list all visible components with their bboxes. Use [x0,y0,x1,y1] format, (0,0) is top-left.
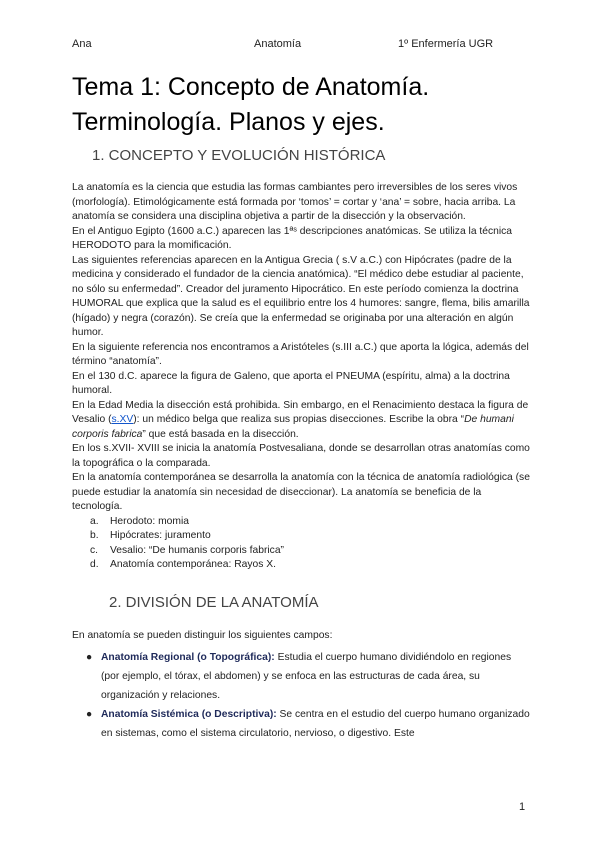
list-item-text: Hipócrates: juramento [110,530,211,541]
page-number: 1 [519,801,526,813]
page-title: Tema 1: Concepto de Anatomía. Terminología. Planos y ejes. [72,73,430,136]
header-course: 1º Enfermería UGR [398,38,494,50]
definition: Se centra en el estudio del cuerpo humano organizado en sistemas, como el sistema circulatorio, nervioso, o digestivo. Este [101,709,530,739]
list-item [72,544,532,559]
page-header [0,38,600,54]
text-span: ): un médico belga que realiza sus propias disecciones. Escribe la obra “ [133,414,465,425]
definition: Estudia el cuerpo humano dividiéndolo en regiones (por ejemplo, el tórax, el abdomen) y se enfoca en las estructuras de cada área, su organización y relaciones. [101,652,512,701]
text-span: ” que está basada en la disección. [142,428,299,440]
text-span: En la Edad Media la disección está prohibida. Sin embargo, en el Renacimiento destaca la figura de Vesalio ( [72,399,529,425]
section-heading-1: 1. CONCEPTO Y EVOLUCIÓN HISTÓRICA [92,147,386,164]
bullet-icon: ● [86,652,93,663]
fields-list [87,648,532,743]
list-marker: a. [90,515,99,527]
list-item [87,648,532,705]
section-2-intro: En anatomía se pueden distinguir los siguientes campos: [72,630,333,641]
paragraph: En el Antiguo Egipto (1600 a.C.) aparecen las 1ªˢ descripciones anatómicas. Se utiliza la técnica HERODOTO para la momificación. [72,225,513,251]
list-item [72,529,532,544]
paragraph-vesalio [72,399,532,443]
paragraph: En los s.XVII- XVIII se inicia la anatomía Postvesaliana, donde se desarrollan otras anatomías como la topográfica o la comparada. [72,443,530,469]
century-link[interactable]: s.XV [111,414,134,425]
section-heading-2: 2. DIVISIÓN DE LA ANATOMÍA [109,594,319,611]
bullet-icon: ● [86,709,93,720]
book-title: De humani corporis fabrica [72,414,514,440]
list-item [72,515,532,530]
list-marker: d. [90,559,99,570]
header-subject: Anatomía [254,38,302,50]
list-item-text: Vesalio: “De humanis corporis fabrica” [110,544,284,556]
list-item [87,705,532,743]
paragraph: Las siguientes referencias aparecen en la Antigua Grecia ( s.V a.C.) con Hipócrates (padre de la medicina y considerado el fundador de la ciencia anatómica). “El médico debe estudiar al paciente, no sólo su enfermedad”. Creador del juramento Hipocrático. En este período comienza la doctrina HUMORAL que explica que la salud es el equilibrio entre los 4 humores: sangre, flema, bilis amarilla (hígado) y negra (corazón). Se creía que la enfermedad se originaba por una alteración en algún humor. [72,254,530,338]
list-item-text: Anatomía contemporánea: Rayos X. [110,559,276,570]
header-author: Ana [72,38,92,50]
list-marker: b. [90,530,99,541]
list-item-text: Herodoto: momia [110,515,189,527]
paragraph: En el 130 d.C. aparece la figura de Galeno, que aporta el PNEUMA (espíritu, alma) a la doctrina humoral. [72,370,510,396]
list-item [72,558,532,573]
paragraph: La anatomía es la ciencia que estudia las formas cambiantes pero irreversibles de los seres vivos (morfología). Etimológicamente está formada por ‘tomos’ = cortar y ‘ana’ = sobre, hacia arriba. La anatomía se considera una disciplina objetiva a partir de la disección y la observación. [72,182,518,222]
summary-list [72,515,532,573]
paragraph: En la anatomía contemporánea se desarrolla la anatomía con la técnica de anatomía radiológica (se puede estudiar la anatomía sin necesidad de diseccionar). La anatomía se beneficia de la tecnología. [72,472,530,512]
term: Anatomía Regional (o Topográfica): [101,652,275,663]
paragraph: En la siguiente referencia nos encontramos a Aristóteles (s.III a.C.) que aporta la lógica, además del término “anatomía”. [72,341,529,367]
list-marker: c. [90,544,99,556]
term: Anatomía Sistémica (o Descriptiva): [101,709,277,720]
section-1-body [72,181,532,573]
